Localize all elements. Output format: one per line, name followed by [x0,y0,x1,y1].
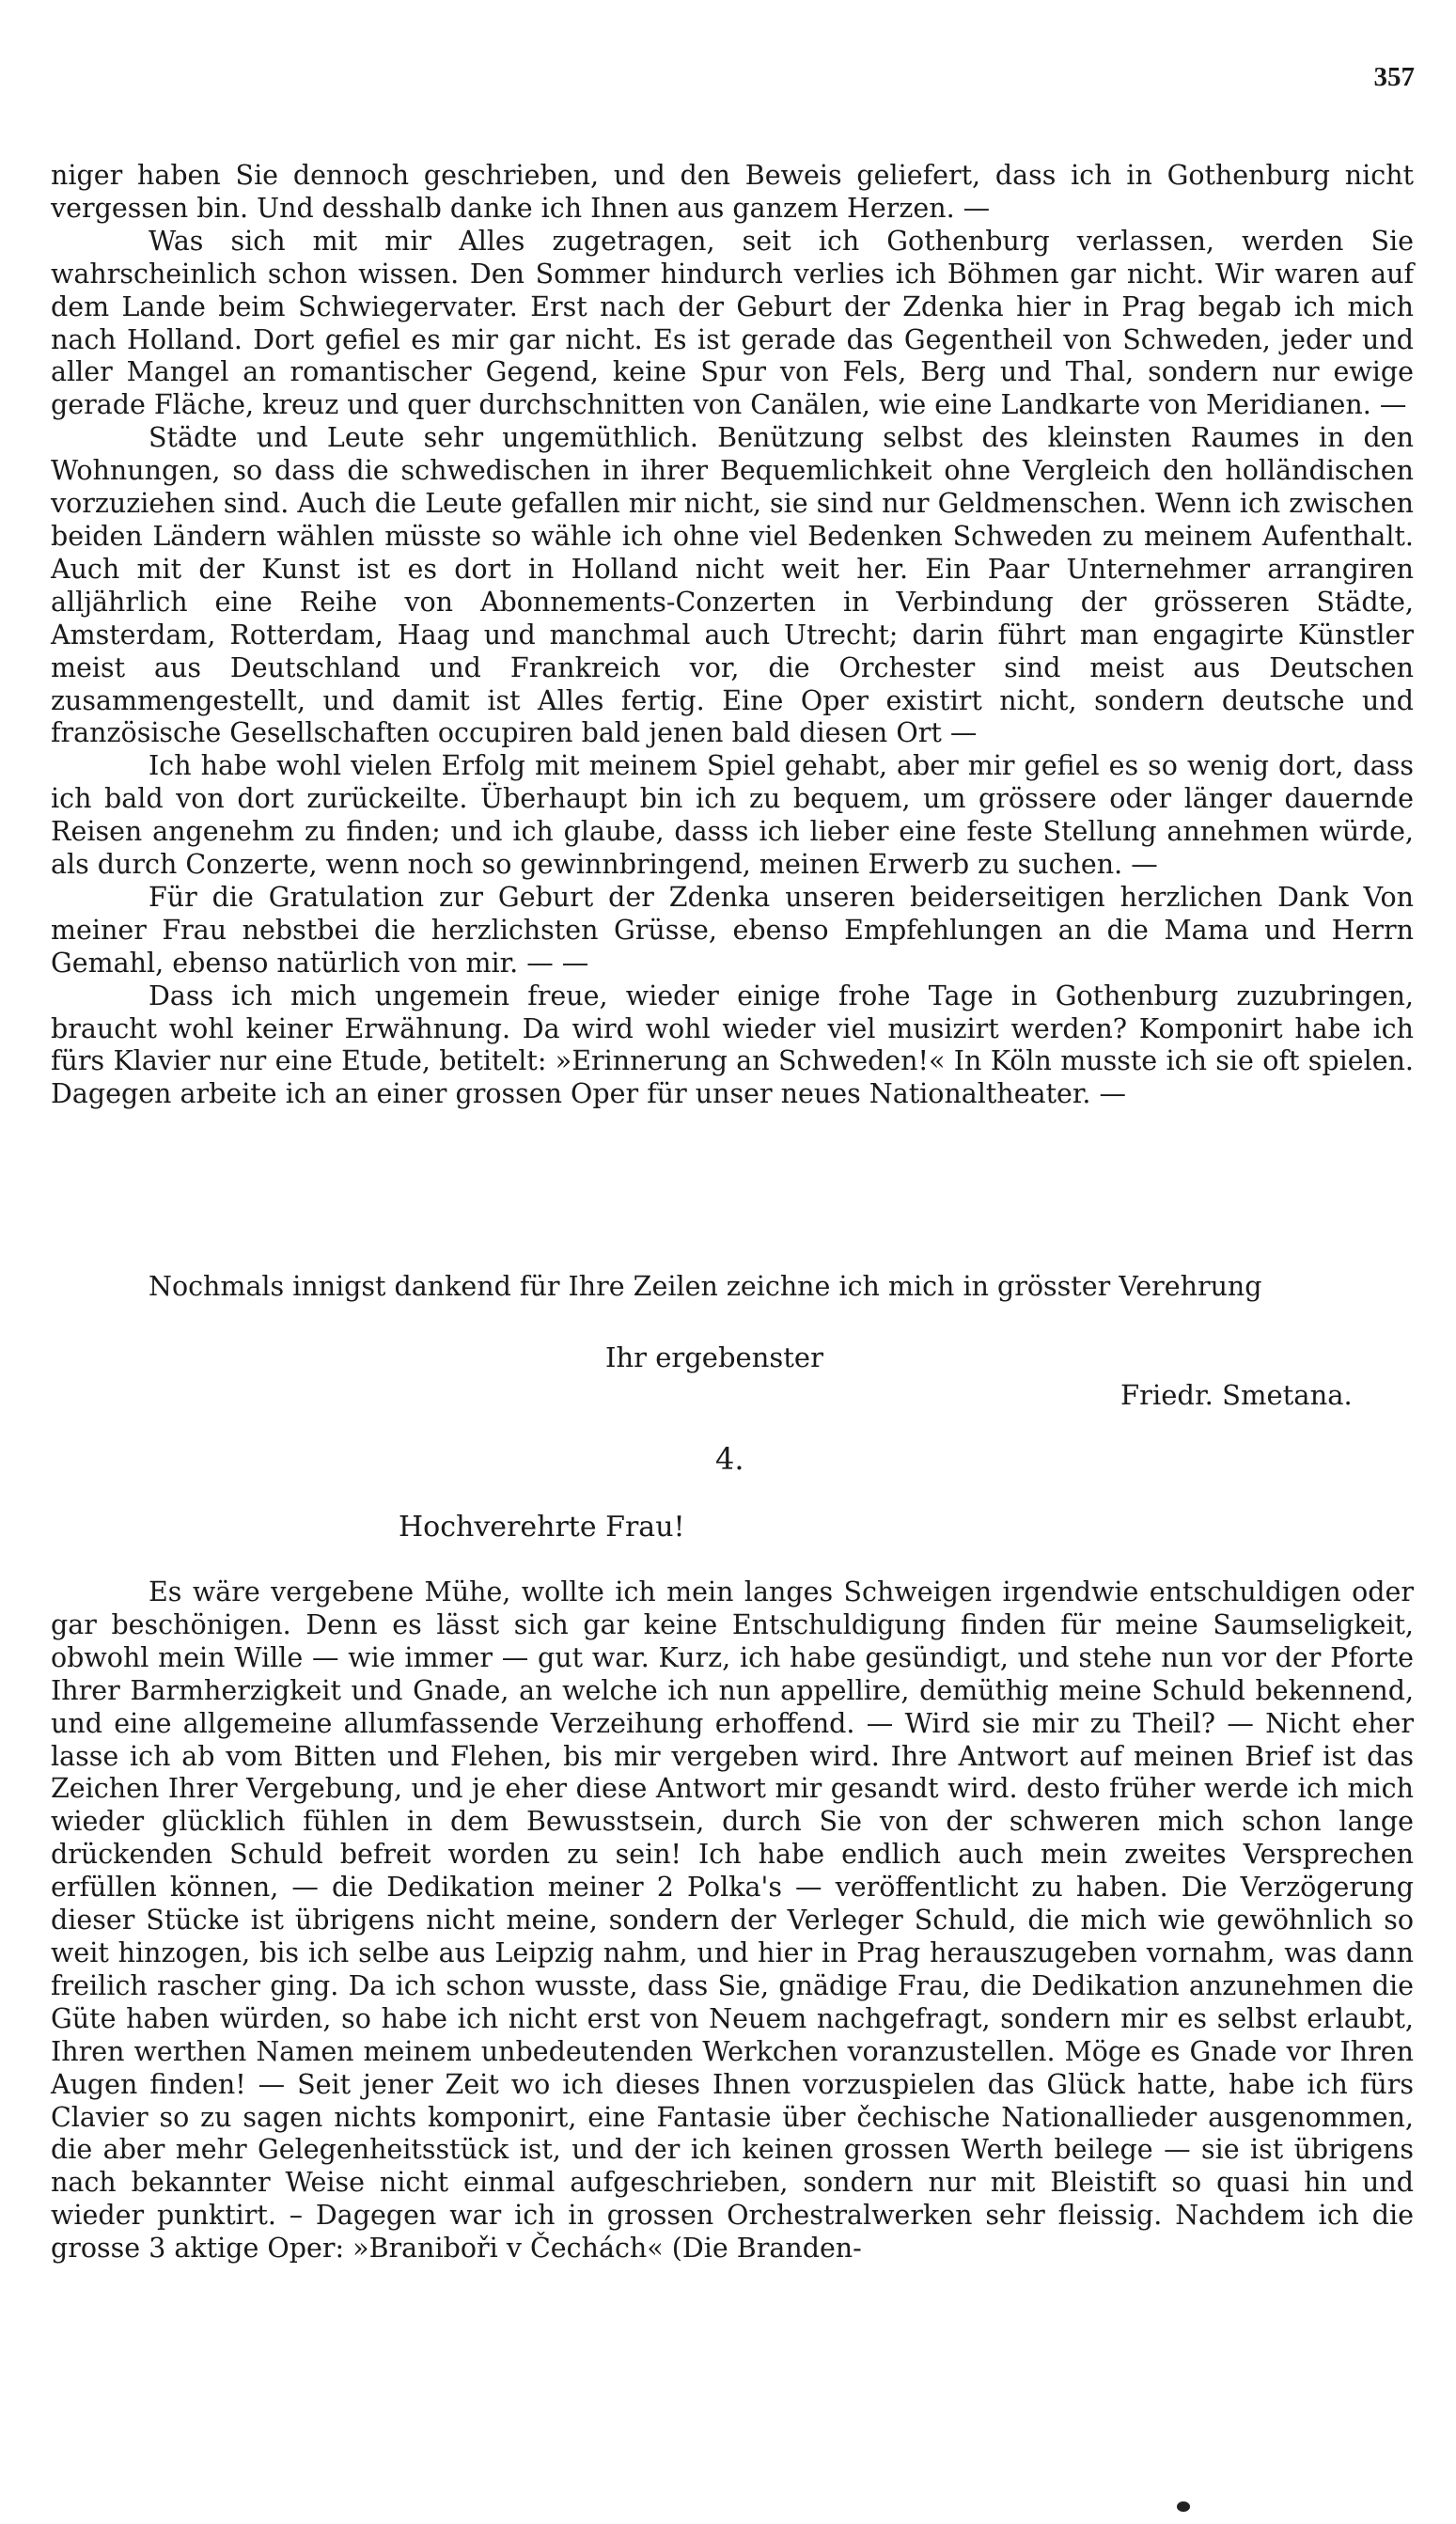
letter-3-body [51,160,1414,1111]
letter-3-closing [51,1271,1414,1304]
paragraph: niger haben Sie dennoch geschrieben, und den Beweis geliefert, dass ich in Gothenburg nicht vergessen bin. Und desshalb danke ich Ihnen aus ganzem Herzen. — [51,160,1414,224]
paragraph: Für die Gratulation zur Geburt der Zdenka unseren beiderseitigen herzlichen Dank Von meiner Frau nebstbei die herzlichsten Grüsse, ebenso Empfehlungen an die Mama und Herrn Gemahl, ebenso natürlich von mir. — — [51,881,1414,979]
paragraph: Es wäre vergebene Mühe, wollte ich mein langes Schweigen irgendwie entschuldigen oder gar beschönigen. Denn es lässt sich gar keine Entschuldigung finden für meine Saumseligkeit, obwohl mein Wille — wie immer — gut war. Kurz, ich habe gesündigt, und stehe nun vor der Pforte Ihrer Barmherzigkeit und Gnade, an welche ich nun appellire, demüthig meine Schuld bekennend, und eine allgemeine allumfassende Verzeihung erhoffend. — Wird sie mir zu Theil? — Nicht eher lasse ich ab vom Bitten und Flehen, bis mir vergeben wird. Ihre Antwort auf meinen Brief ist das Zeichen Ihrer Vergebung, und je eher diese Antwort mir gesandt wird. desto früher werde ich mich wieder glücklich fühlen in dem Bewusstsein, durch Sie von der schweren mich schon lange drückenden Schuld befreit worden zu sein! Ich habe endlich auch mein zweites Versprechen erfüllen können, — die Dedikation meiner 2 Polka's — veröffentlicht zu haben. Die Verzögerung dieser Stücke ist übrigens nicht meine, sondern der Verleger Schuld, die mich wie gewöhnlich so weit hinzogen, bis ich selbe aus Leipzig nahm, und hier in Prag herauszugeben vornahm, was dann freilich rascher ging. Da ich schon wusste, dass Sie, gnädige Frau, die Dedikation anzunehmen die Güte haben würden, so habe ich nicht erst von Neuem nachgefragt, sondern mir es selbst erlaubt, Ihren werthen Namen meinem unbedeutenden Werkchen voranzustellen. Möge es Gnade vor Ihren Augen finden! — Seit jener Zeit wo ich dieses Ihnen vorzuspielen das Glück hatte, habe ich fürs Clavier so zu sagen nichts komponirt, eine Fantasie über čechische Nationallieder ausgenommen, die aber mehr Gelegenheitsstück ist, und der ich keinen grossen Werth beilege — sie ist übrigens nach bekannter Weise nicht einmal aufgeschrieben, sondern nur mit Bleistift so quasi hin und wieder punktirt. – Dagegen war ich in grossen Orchestralwerken sehr fleissig. Nachdem ich die grosse 3 aktige Oper: »Braniboři v Čechách« (Die Branden- [51,1576,1414,2265]
paragraph: Ich habe wohl vielen Erfolg mit meinem Spiel gehabt, aber mir gefiel es so wenig dort, dass ich bald von dort zurückeilte. Überhaupt bin ich zu bequem, um grössere oder länger dauernde Reisen angenehm zu finden; und ich glaube, dasss ich lieber eine feste Stellung annehmen würde, als durch Conzerte, wenn noch so gewinnbringend, meinen Erwerb zu suchen. — [51,750,1414,881]
closing-salutation: Ihr ergebenster [605,1341,823,1373]
letter-number: 4. [715,1441,744,1477]
paragraph: Städte und Leute sehr ungemüthlich. Benützung selbst des kleinsten Raumes in den Wohnungen, so dass die schwedischen in ihrer Bequemlichkeit ohne Vergleich den holländischen vorzuziehen sind. Auch die Leute gefallen mir nicht, sie sind nur Geldmenschen. Wenn ich zwischen beiden Ländern wählen müsste so wähle ich ohne viel Bedenken Schweden zu meinem Aufenthalt. Auch mit der Kunst ist es dort in Holland nicht weit her. Ein Paar Unternehmer arrangiren alljährlich eine Reihe von Abonnements-Conzerten in Verbindung der grösseren Städte, Amsterdam, Rotterdam, Haag und manchmal auch Utrecht; darin führt man engagirte Künstler meist aus Deutschland und Frankreich vor, die Orchester sind meist aus Deutschen zusammengestellt, und damit ist Alles fertig. Eine Oper existirt nicht, sondern deutsche und französische Gesellschaften occupiren bald jenen bald diesen Ort — [51,422,1414,749]
closing-paragraph: Nochmals innigst dankend für Ihre Zeilen zeichne ich mich in grösster Verehrung [149,1271,1262,1302]
page-number: 357 [1373,62,1415,92]
paragraph: Dass ich mich ungemein freue, wieder einige frohe Tage in Gothenburg zuzubringen, braucht wohl keiner Erwähnung. Da wird wohl wieder viel musizirt werden? Komponirt habe ich fürs Klavier nur eine Etude, betitelt: »Erinnerung an Schweden!« In Köln musste ich sie oft spielen. Dagegen arbeite ich an einer grossen Oper für unser neues Nationaltheater. — [51,980,1414,1110]
letter-4-body [51,1576,1414,2265]
signature: Friedr. Smetana. [1120,1379,1353,1411]
paragraph: Was sich mit mir Alles zugetragen, seit ich Gothenburg verlassen, werden Sie wahrscheinlich schon wissen. Den Sommer hindurch verlies ich Böhmen gar nicht. Wir waren auf dem Lande beim Schwiegervater. Erst nach der Geburt der Zdenka hier in Prag begab ich mich nach Holland. Dort gefiel es mir gar nicht. Es ist gerade das Gegentheil von Schweden, jeder und aller Mangel an romantischer Gegend, keine Spur von Fels, Berg und Thal, sondern nur ewige gerade Fläche, kreuz und quer durchschnitten von Canälen, wie eine Landkarte von Meridianen. — [51,225,1414,421]
ink-spot [1177,2501,1190,2512]
letter-greeting: Hochverehrte Frau! [399,1511,685,1544]
